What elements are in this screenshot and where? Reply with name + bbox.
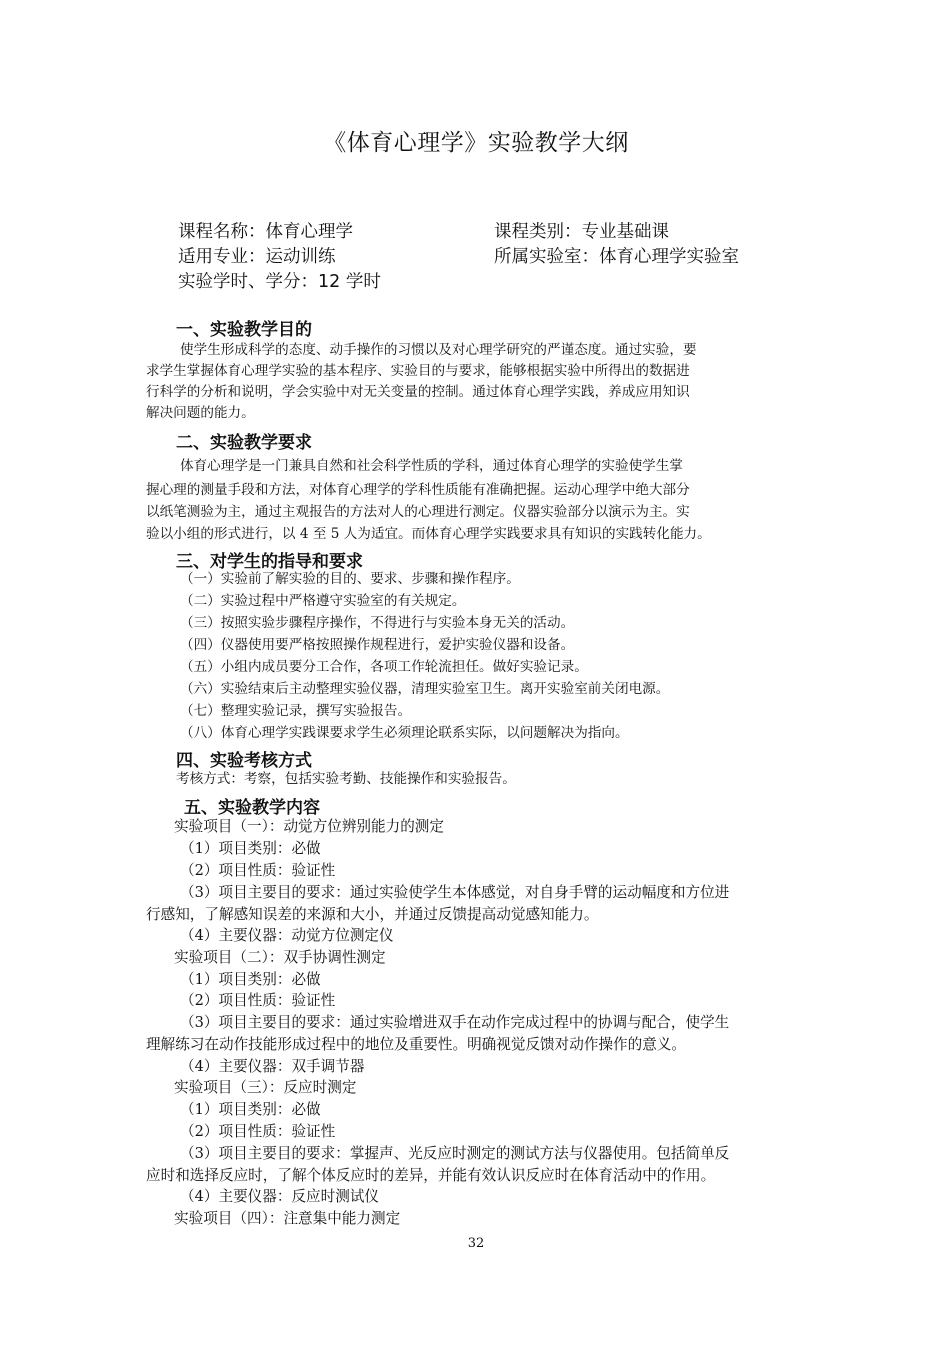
project-3-nature: （2）项目性质：验证性 [180, 1123, 336, 1140]
guideline-item: （八）体育心理学实践课要求学生必须理论联系实际，以问题解决为指向。 [180, 725, 629, 741]
project-1-requirement-cont: 行感知，了解感知误差的来源和大小，并通过反馈提高动觉感知能力。 [146, 906, 599, 923]
page-number: 32 [467, 1236, 485, 1251]
project-2-title: 实验项目（二）：双手协调性测定 [174, 949, 386, 966]
project-1-nature: （2）项目性质：验证性 [180, 862, 336, 879]
guideline-item: （三）按照实验步骤程序操作，不得进行与实验本身无关的活动。 [180, 615, 575, 631]
section-5-heading: 五、实验教学内容 [184, 798, 320, 818]
project-2-instrument: （4）主要仪器：双手调节器 [180, 1058, 365, 1075]
course-type: 课程类别：专业基础课 [494, 222, 669, 242]
section-2-line: 以纸笔测验为主，通过主观报告的方法对人的心理进行测定。仪器实验部分以演示为主。实 [146, 504, 690, 520]
project-3-type: （1）项目类别：必做 [180, 1101, 321, 1118]
guideline-item: （七）整理实验记录，撰写实验报告。 [180, 703, 412, 719]
section-3-heading: 三、对学生的指导和要求 [176, 552, 363, 572]
project-1-instrument: （4）主要仪器：动觉方位测定仪 [180, 927, 394, 944]
project-3-instrument: （4）主要仪器：反应时测试仪 [180, 1188, 380, 1205]
lab-hours-credits: 实验学时、学分：12 学时 [178, 272, 381, 292]
section-2-line: 握心理的测量手段和方法，对体育心理学的学科性质能有准确把握。运动心理学中绝大部分 [146, 482, 690, 498]
section-4-heading: 四、实验考核方式 [176, 751, 312, 771]
section-1-line: 求学生掌握体育心理学实验的基本程序、实验目的与要求，能够根据实验中所得出的数据进 [146, 363, 690, 379]
project-1-type: （1）项目类别：必做 [180, 840, 321, 857]
section-2-line: 验以小组的形式进行，以 4 至 5 人为适宜。而体育心理学实践要求具有知识的实践转化能力。 [146, 526, 711, 542]
section-1-line: 使学生形成科学的态度、动手操作的习惯以及对心理学研究的严谨态度。通过实验，要 [180, 342, 697, 358]
project-2-requirement-cont: 理解练习在动作技能形成过程中的地位及重要性。明确视觉反馈对动作操作的意义。 [146, 1036, 686, 1053]
project-1-requirement: （3）项目主要目的要求：通过实验使学生本体感觉，对自身手臂的运动幅度和方位进 [180, 884, 730, 901]
assessment-method: 考核方式：考察，包括实验考勤、技能操作和实验报告。 [176, 771, 516, 787]
guideline-item: （一）实验前了解实验的目的、要求、步骤和操作程序。 [180, 571, 520, 587]
guideline-item: （五）小组内成员要分工合作，各项工作轮流担任。做好实验记录。 [180, 659, 588, 675]
project-3-requirement-cont: 应时和选择反应时，了解个体反应时的差异，并能有效认识反应时在体育活动中的作用。 [146, 1167, 716, 1184]
project-2-type: （1）项目类别：必做 [180, 971, 321, 988]
guideline-item: （四）仪器使用要严格按照操作规程进行，爱护实验仪器和设备。 [180, 637, 575, 653]
guideline-item: （二）实验过程中严格遵守实验室的有关规定。 [180, 593, 466, 609]
project-2-requirement: （3）项目主要目的要求：通过实验增进双手在动作完成过程中的协调与配合，使学生 [180, 1014, 730, 1031]
applicable-major: 适用专业：运动训练 [178, 247, 336, 267]
project-1-title: 实验项目（一）：动觉方位辨别能力的测定 [174, 818, 444, 835]
section-1-heading: 一、实验教学目的 [176, 320, 312, 340]
project-3-title: 实验项目（三）：反应时测定 [174, 1079, 357, 1096]
course-name: 课程名称：体育心理学 [178, 222, 353, 242]
guideline-item: （六）实验结束后主动整理实验仪器，清理实验室卫生。离开实验室前关闭电源。 [180, 681, 670, 697]
affiliated-lab: 所属实验室：体育心理学实验室 [494, 247, 739, 267]
project-2-nature: （2）项目性质：验证性 [180, 992, 336, 1009]
section-2-heading: 二、实验教学要求 [176, 433, 312, 453]
section-2-line: 体育心理学是一门兼具自然和社会科学性质的学科，通过体育心理学的实验使学生掌 [180, 458, 683, 474]
document-title: 《体育心理学》实验教学大纲 [323, 130, 629, 156]
section-1-line: 行科学的分析和说明，学会实验中对无关变量的控制。通过体育心理学实践，养成应用知识 [146, 384, 690, 400]
project-3-requirement: （3）项目主要目的要求：掌握声、光反应时测定的测试方法与仪器使用。包括简单反 [180, 1145, 730, 1162]
project-4-title: 实验项目（四）：注意集中能力测定 [174, 1210, 401, 1227]
section-1-line: 解决问题的能力。 [146, 405, 255, 421]
